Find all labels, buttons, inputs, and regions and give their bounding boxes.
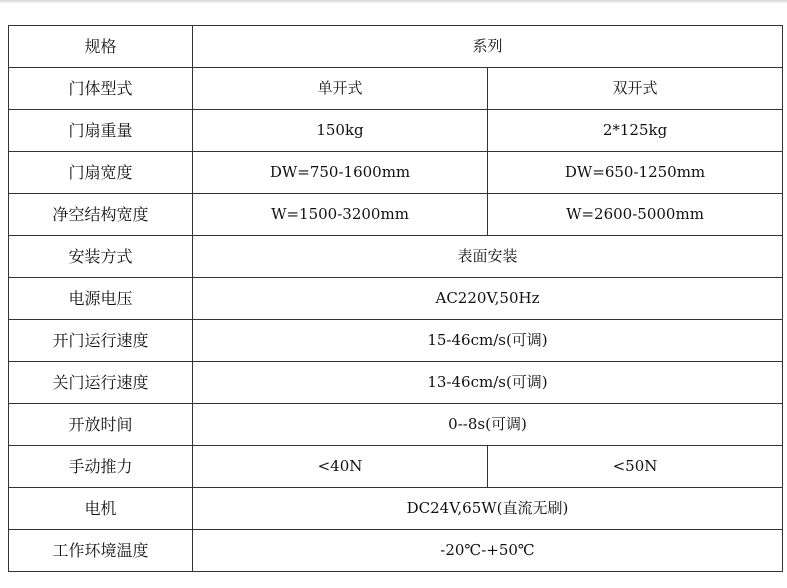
top-divider [0, 0, 787, 3]
row-label: 门体型式 [9, 68, 193, 110]
table-header-row [9, 26, 783, 68]
table-row-leaf-weight [9, 110, 783, 152]
row-label: 手动推力 [9, 446, 193, 488]
table-row-installation [9, 236, 783, 278]
table-row-hold-open-time [9, 404, 783, 446]
single-door-cell: 150kg [193, 110, 488, 152]
value-cell: AC220V,50Hz [193, 278, 783, 320]
row-label: 电源电压 [9, 278, 193, 320]
double-door-cell: 双开式 [488, 68, 783, 110]
row-label: 开放时间 [9, 404, 193, 446]
table-row-clear-width [9, 194, 783, 236]
row-label: 工作环境温度 [9, 530, 193, 572]
value-cell: 0--8s(可调) [193, 404, 783, 446]
double-door-cell: DW=650-1250mm [488, 152, 783, 194]
table-row-manual-force [9, 446, 783, 488]
header-label-cell: 规格 [9, 26, 193, 68]
value-cell: 15-46cm/s(可调) [193, 320, 783, 362]
row-label: 门扇宽度 [9, 152, 193, 194]
row-label: 净空结构宽度 [9, 194, 193, 236]
row-label: 关门运行速度 [9, 362, 193, 404]
table-row-leaf-width [9, 152, 783, 194]
table-row-operating-temperature [9, 530, 783, 572]
single-door-cell: W=1500-3200mm [193, 194, 488, 236]
value-cell: 13-46cm/s(可调) [193, 362, 783, 404]
double-door-cell: 2*125kg [488, 110, 783, 152]
row-label: 安装方式 [9, 236, 193, 278]
table-row-closing-speed [9, 362, 783, 404]
header-series-cell: 系列 [193, 26, 783, 68]
single-door-cell: 单开式 [193, 68, 488, 110]
row-label: 电机 [9, 488, 193, 530]
value-cell: DC24V,65W(直流无刷) [193, 488, 783, 530]
table-row-opening-speed [9, 320, 783, 362]
single-door-cell: DW=750-1600mm [193, 152, 488, 194]
row-label: 开门运行速度 [9, 320, 193, 362]
value-cell: 表面安装 [193, 236, 783, 278]
double-door-cell: W=2600-5000mm [488, 194, 783, 236]
row-label: 门扇重量 [9, 110, 193, 152]
table-row-power-supply [9, 278, 783, 320]
double-door-cell: <50N [488, 446, 783, 488]
single-door-cell: <40N [193, 446, 488, 488]
value-cell: -20℃-+50℃ [193, 530, 783, 572]
table-row-door-type [9, 68, 783, 110]
spec-table [8, 25, 783, 572]
table-row-motor [9, 488, 783, 530]
